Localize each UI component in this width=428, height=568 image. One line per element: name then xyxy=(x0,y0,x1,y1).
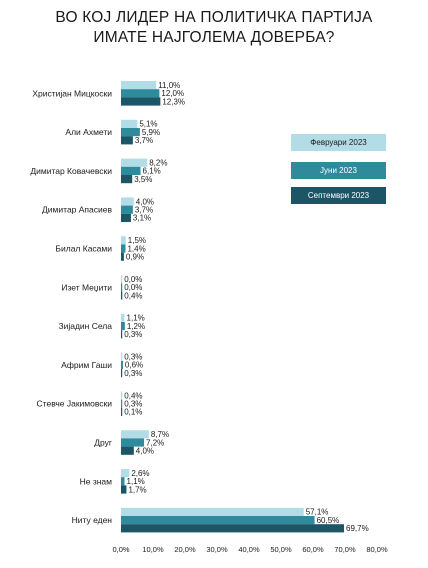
bar xyxy=(121,206,133,214)
bar xyxy=(121,167,141,175)
category-label: Али Ахмети xyxy=(65,127,112,138)
category-label: Африм Гаши xyxy=(61,359,112,370)
x-tick-label: 80,0% xyxy=(366,545,388,554)
data-label: 69,7% xyxy=(346,524,369,534)
category-label: Димитар Ковачевски xyxy=(30,165,112,176)
data-label: 6,1% xyxy=(142,166,161,176)
chart-title-line-1: ВО КОЈ ЛИДЕР НА ПОЛИТИЧКА ПАРТИЈА xyxy=(55,9,373,26)
x-tick-label: 20,0% xyxy=(174,545,196,554)
data-label: 57,1% xyxy=(305,507,329,517)
x-tick-label: 70,0% xyxy=(334,545,356,554)
bar xyxy=(121,322,125,330)
bar xyxy=(121,120,137,128)
bar xyxy=(121,197,134,205)
bar xyxy=(121,314,125,322)
data-label: 0,3% xyxy=(124,368,143,378)
bar xyxy=(121,369,122,377)
data-label: 1,5% xyxy=(127,236,147,246)
bar xyxy=(121,253,124,261)
data-label: 60,5% xyxy=(316,515,340,525)
data-label: 0,3% xyxy=(124,330,143,340)
bar xyxy=(121,81,156,89)
bar xyxy=(121,508,304,516)
bar xyxy=(121,408,122,416)
data-label: 12,3% xyxy=(162,97,186,107)
data-label: 3,1% xyxy=(132,213,152,223)
bar xyxy=(121,447,134,455)
data-label: 1,1% xyxy=(126,313,145,323)
bar xyxy=(121,244,125,252)
bar xyxy=(121,214,131,222)
bar xyxy=(121,353,122,361)
data-label: 0,9% xyxy=(125,252,145,262)
bar xyxy=(121,430,149,438)
legend-item: Септември 2023 xyxy=(291,187,386,204)
data-label: 8,7% xyxy=(150,430,170,440)
bar xyxy=(121,159,147,167)
bar xyxy=(121,175,132,183)
data-label: 0,0% xyxy=(124,283,143,293)
bar xyxy=(121,97,160,105)
data-label: 0,3% xyxy=(124,352,143,362)
data-label: 5,1% xyxy=(139,119,158,129)
bar xyxy=(121,283,122,291)
data-label: 0,6% xyxy=(124,360,144,370)
data-label: 0,4% xyxy=(124,291,143,301)
x-tick-label: 40,0% xyxy=(238,545,260,554)
data-label: 12,0% xyxy=(161,89,185,99)
x-tick-label: 10,0% xyxy=(142,545,164,554)
category-label: Не знам xyxy=(79,476,112,487)
category-label: Стевче Јакимовски xyxy=(36,398,112,409)
bar xyxy=(121,469,129,477)
bar xyxy=(121,400,122,408)
data-label: 4,0% xyxy=(135,446,155,456)
category-label: Димитар Апасиев xyxy=(42,204,112,215)
bar xyxy=(121,438,144,446)
bar xyxy=(121,291,122,299)
bar xyxy=(121,275,122,283)
bar xyxy=(121,361,123,369)
data-label: 4,0% xyxy=(135,197,155,207)
data-label: 0,1% xyxy=(124,407,143,417)
chart-title-line-2: ИМАТЕ НАЈГОЛЕМА ДОВЕРБА? xyxy=(93,29,335,46)
category-label: Ниту еден xyxy=(71,515,112,526)
bar xyxy=(121,516,315,524)
category-label: Зијадин Села xyxy=(58,321,112,332)
category-label: Билал Касами xyxy=(55,243,112,254)
data-label: 3,7% xyxy=(134,136,154,146)
data-label: 1,4% xyxy=(127,244,146,254)
data-label: 0,3% xyxy=(124,399,143,409)
x-axis xyxy=(112,545,388,554)
data-label: 8,2% xyxy=(149,158,168,168)
data-label: 11,0% xyxy=(158,80,181,90)
legend-item: Јуни 2023 xyxy=(291,162,386,179)
bar xyxy=(121,89,159,97)
bar xyxy=(121,330,122,338)
category-label: Друг xyxy=(94,437,112,448)
data-label: 1,2% xyxy=(126,321,146,331)
category-labels xyxy=(30,88,112,525)
category-label: Изет Меџити xyxy=(61,282,112,293)
bar xyxy=(121,128,140,136)
legend-item: Февруари 2023 xyxy=(291,134,386,151)
bar xyxy=(121,485,126,493)
data-label: 1,1% xyxy=(126,477,145,487)
data-label: 2,6% xyxy=(131,468,150,478)
x-tick-label: 30,0% xyxy=(206,545,228,554)
x-tick-label: 50,0% xyxy=(270,545,292,554)
data-label: 0,4% xyxy=(124,391,143,401)
x-tick-label: 0,0% xyxy=(112,545,130,554)
data-label: 3,5% xyxy=(134,174,153,184)
data-label: 0,0% xyxy=(124,274,143,284)
data-label: 5,9% xyxy=(141,127,161,137)
bar xyxy=(121,136,133,144)
data-label: 3,7% xyxy=(134,205,154,215)
bar xyxy=(121,477,125,485)
x-tick-label: 60,0% xyxy=(302,545,324,554)
category-label: Христијан Мицкоски xyxy=(32,88,112,99)
bar xyxy=(121,524,344,532)
bar xyxy=(121,391,122,399)
data-label: 1,7% xyxy=(128,485,147,495)
data-label: 7,2% xyxy=(146,438,165,448)
bar xyxy=(121,236,126,244)
